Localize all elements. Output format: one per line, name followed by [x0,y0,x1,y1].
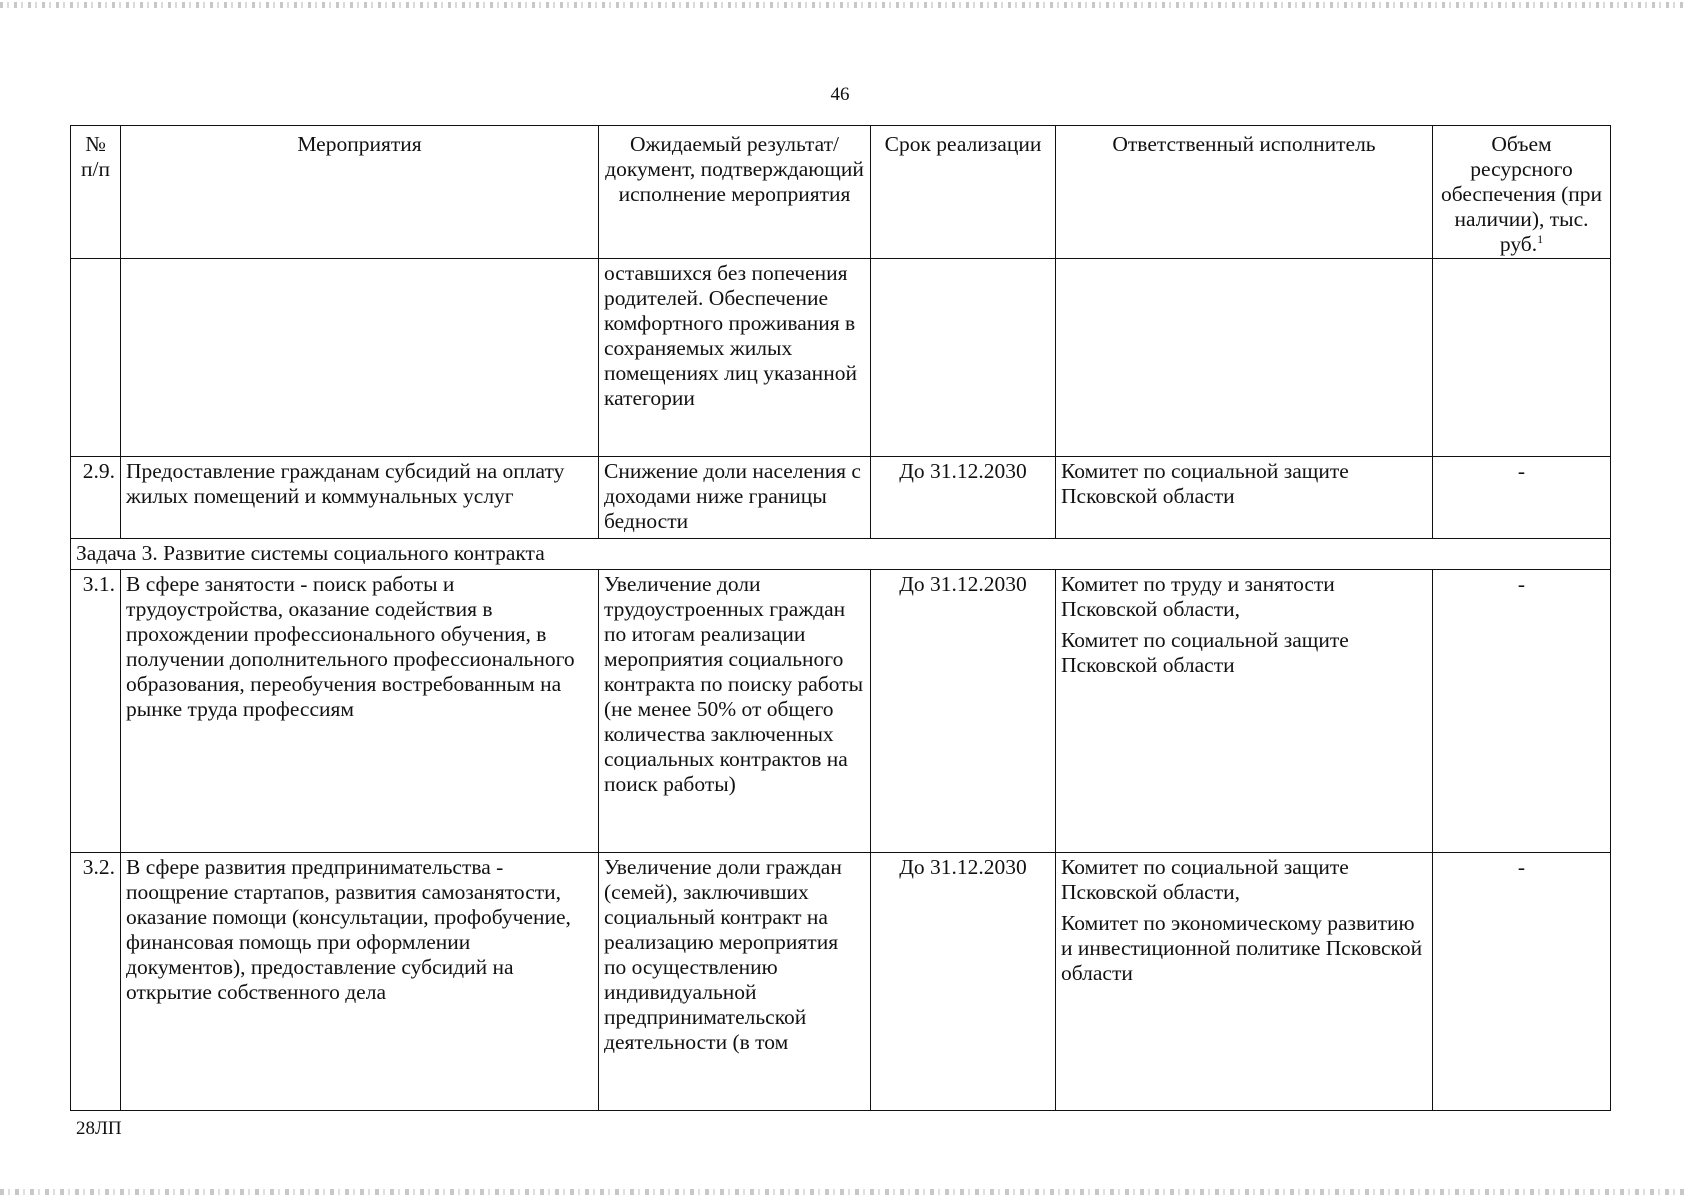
table-row-2-9 [71,457,1611,539]
header-volume-text: Объем ресурсного обеспечения (при наличии), тыс. руб. [1440,132,1603,256]
cell-responsible [1056,457,1433,539]
cell-activity: В сфере занятости - поиск работы и трудоустройства, оказание содействия в прохождении профессионального обучения, в получении дополнительного профессионального образования, переобучения востребованным на рынке труда профессиям [121,570,599,853]
header-activity: Мероприятия [121,126,599,259]
cell-volume: - [1433,853,1611,1111]
cell-activity: Предоставление гражданам субсидий на оплату жилых помещений и коммунальных услуг [121,457,599,539]
cell-num [71,259,121,457]
page-number: 46 [830,84,850,105]
responsible-line: Комитет по социальной защите Псковской области [1061,459,1349,508]
responsible-line: Комитет по социальной защите Псковской области, [1061,855,1349,904]
header-responsible: Ответственный исполнитель [1056,126,1433,259]
cell-result: Снижение доли населения с доходами ниже границы бедности [599,457,871,539]
table-row-3-2 [71,853,1611,1111]
cell-responsible [1056,853,1433,1111]
task-row-3 [71,539,1611,570]
cell-num: 3.1. [71,570,121,853]
scan-edge-top [0,2,1686,8]
header-term: Срок реализации [871,126,1056,259]
header-volume [1433,126,1611,259]
cell-volume [1433,259,1611,457]
activities-table [70,125,1611,1111]
cell-volume: - [1433,457,1611,539]
table-header-row [71,126,1611,259]
cell-activity [121,259,599,457]
cell-term: До 31.12.2030 [871,457,1056,539]
cell-volume: - [1433,570,1611,853]
cell-num: 2.9. [71,457,121,539]
cell-result: оставшихся без попечения родителей. Обеспечение комфортного проживания в сохраняемых жилых помещениях лиц указанной категории [599,259,871,457]
table-row-3-1 [71,570,1611,853]
header-num: № п/п [71,126,121,259]
cell-result: Увеличение доли граждан (семей), заключивших социальный контракт на реализацию мероприятия по осуществлению индивидуальной предпринимательской деятельности (в том [599,853,871,1111]
responsible-line: Комитет по экономическому развитию и инвестиционной политике Псковской области [1061,911,1423,985]
responsible-line: Комитет по социальной защите Псковской области [1061,628,1349,677]
scan-edge-bottom [0,1189,1686,1195]
cell-term [871,259,1056,457]
task-heading: Задача 3. Развитие системы социального контракта [71,539,1611,570]
cell-term: До 31.12.2030 [871,853,1056,1111]
responsible-line: Комитет по труду и занятости Псковской области, [1061,572,1335,621]
document-code: 28ЛП [76,1118,122,1139]
header-volume-footnote: 1 [1537,231,1544,246]
cell-result: Увеличение доли трудоустроенных граждан по итогам реализации мероприятия социального контракта по поиску работы (не менее 50% от общего количества заключенных социальных контрактов на поиск работы) [599,570,871,853]
cell-term: До 31.12.2030 [871,570,1056,853]
cell-responsible [1056,570,1433,853]
cell-num: 3.2. [71,853,121,1111]
header-result: Ожидаемый результат/документ, подтверждающий исполнение мероприятия [599,126,871,259]
cell-responsible [1056,259,1433,457]
cell-activity: В сфере развития предпринимательства - поощрение стартапов, развития самозанятости, оказание помощи (консультации, профобучение, финансовая помощь при оформлении документов), предоставление субсидий на открытие собственного дела [121,853,599,1111]
table-row-continuation [71,259,1611,457]
